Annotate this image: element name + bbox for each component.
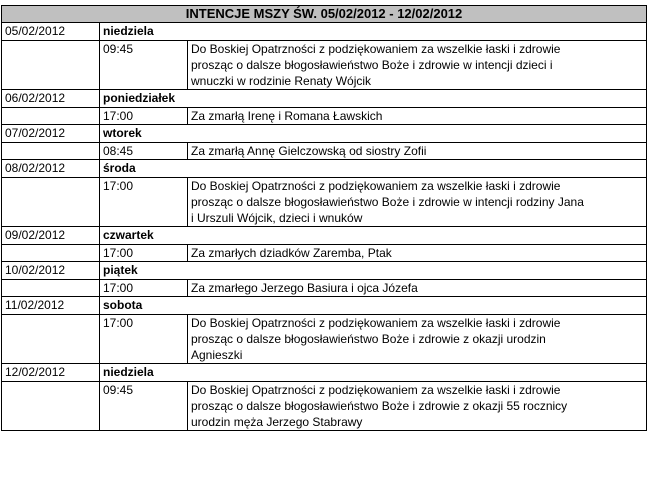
intention-text-line: Za zmarłą Annę Gielczowską od siostry Zofii [191,144,427,158]
date-cell: 06/02/2012 [2,90,100,108]
mass-time-cell: 09:45 [100,41,188,90]
mass-time-cell: 17:00 [100,108,188,125]
weekday-cell: wtorek [100,125,647,143]
empty-cell [2,41,100,90]
weekday-cell: poniedziałek [100,90,647,108]
day-header-row [2,160,647,178]
intention-text-line: urodzin męża Jerzego Stabrawy [191,415,363,429]
intention-text-line: Za zmarłego Jerzego Basiura i ojca Józefa [191,281,418,295]
intention-text-line: Agnieszki [191,348,243,362]
day-header-row [2,364,647,382]
intention-text-line: Do Boskiej Opatrzności z podziękowaniem za wszelkie łaski i zdrowie [191,383,561,397]
intention-text-line: prosząc o dalsze błogosławieństwo Boże i zdrowie z okazji urodzin [191,332,546,346]
date-cell: 07/02/2012 [2,125,100,143]
day-header-row [2,23,647,41]
weekday-cell: sobota [100,297,647,315]
date-cell: 10/02/2012 [2,262,100,280]
day-header-row [2,297,647,315]
intention-cell [188,315,647,364]
intention-cell [188,280,647,297]
mass-row [2,382,647,431]
mass-time-cell: 17:00 [100,178,188,227]
day-header-row [2,262,647,280]
intention-text-line: wnuczki w rodzinie Renaty Wójcik [191,74,372,88]
empty-cell [2,245,100,262]
date-cell: 12/02/2012 [2,364,100,382]
intention-text-line: Za zmarłych dziadków Zaremba, Ptak [191,246,392,260]
empty-cell [2,178,100,227]
intentions-table [1,5,647,431]
intention-text-line: Do Boskiej Opatrzności z podziękowaniem za wszelkie łaski i zdrowie [191,179,561,193]
weekday-cell: niedziela [100,364,647,382]
mass-row [2,315,647,364]
intention-cell [188,382,647,431]
title-row [2,6,647,23]
mass-time-cell: 17:00 [100,280,188,297]
intention-cell [188,143,647,160]
day-header-row [2,90,647,108]
empty-cell [2,108,100,125]
mass-time-cell: 17:00 [100,245,188,262]
day-header-row [2,125,647,143]
empty-cell [2,280,100,297]
intention-text-line: Do Boskiej Opatrzności z podziękowaniem za wszelkie łaski i zdrowie [191,316,561,330]
empty-cell [2,143,100,160]
intention-text-line: prosząc o dalsze błogosławieństwo Boże i zdrowie w intencji dzieci i [191,58,553,72]
mass-time-cell: 17:00 [100,315,188,364]
empty-cell [2,382,100,431]
intention-cell [188,41,647,90]
mass-time-cell: 08:45 [100,143,188,160]
intentions-table-body [2,6,647,431]
weekday-cell: czwartek [100,227,647,245]
day-header-row [2,227,647,245]
mass-row [2,108,647,125]
intention-text-line: Za zmarłą Irenę i Romana Ławskich [191,109,383,123]
mass-row [2,143,647,160]
date-cell: 05/02/2012 [2,23,100,41]
mass-row [2,41,647,90]
intention-cell [188,245,647,262]
intention-text-line: prosząc o dalsze błogosławieństwo Boże i zdrowie z okazji 55 rocznicy [191,399,568,413]
weekday-cell: niedziela [100,23,647,41]
empty-cell [2,315,100,364]
mass-row [2,245,647,262]
sheet-title: INTENCJE MSZY ŚW. 05/02/2012 - 12/02/2012 [2,6,647,23]
date-cell: 09/02/2012 [2,227,100,245]
intention-cell [188,178,647,227]
mass-time-cell: 09:45 [100,382,188,431]
mass-row [2,178,647,227]
intention-text-line: i Urszuli Wójcik, dzieci i wnuków [191,211,363,225]
weekday-cell: środa [100,160,647,178]
date-cell: 11/02/2012 [2,297,100,315]
date-cell: 08/02/2012 [2,160,100,178]
intention-text-line: Do Boskiej Opatrzności z podziękowaniem za wszelkie łaski i zdrowie [191,42,561,56]
mass-row [2,280,647,297]
mass-intentions-sheet [1,5,646,431]
intention-text-line: prosząc o dalsze błogosławieństwo Boże i zdrowie w intencji rodziny Jana [191,195,584,209]
intention-cell [188,108,647,125]
weekday-cell: piątek [100,262,647,280]
